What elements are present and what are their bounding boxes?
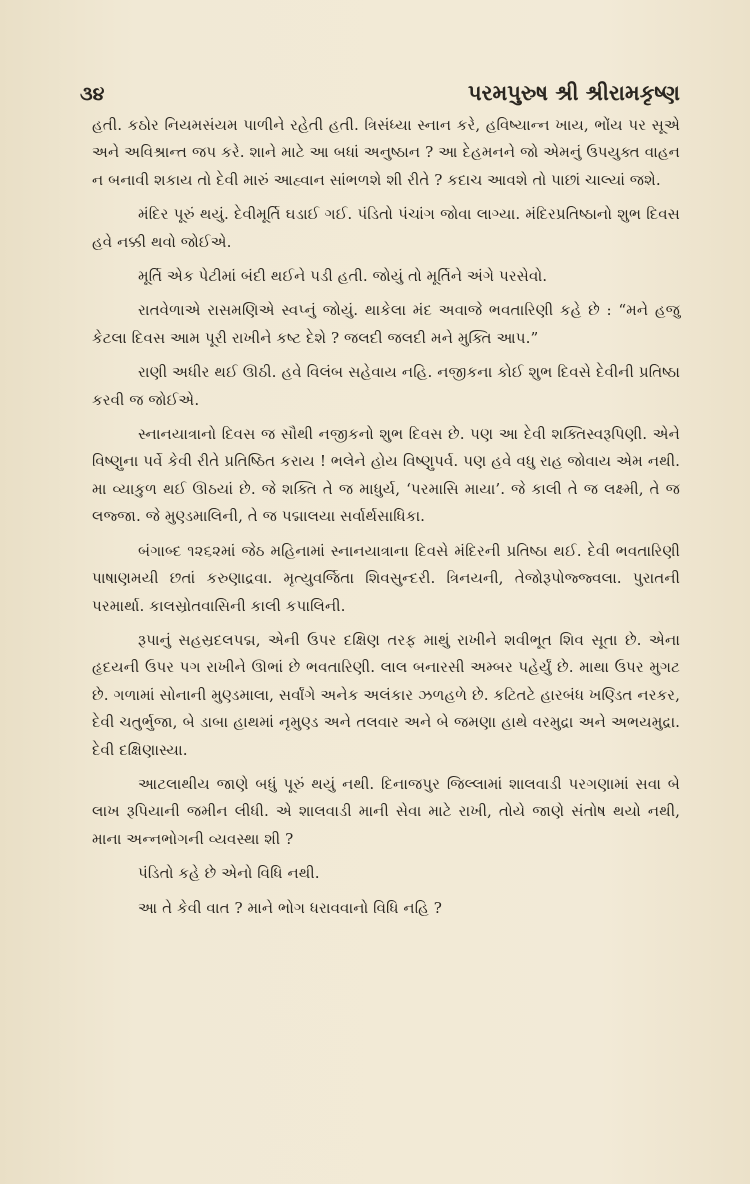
paragraph: રાણી અધીર થઈ ઊઠી. હવે વિલંબ સહેવાય નહિ. નજીકના કોઈ શુભ દિવસે દેવીની પ્રતિષ્ઠા કરવી જ જોઈએ. <box>92 363 680 409</box>
paragraph: મૂર્તિ એક પેટીમાં બંદી થઈને પડી હતી. જોયું તો મૂર્તિને અંગે પરસેવો. <box>138 267 548 286</box>
paragraph: મંદિર પૂરું થયું. દેવીમૂર્તિ ઘડાઈ ગઈ. પંડિતો પંચાંગ જોવા લાગ્યા. મંદિરપ્રતિષ્ઠાનો શુભ દિવસ હવે નક્કી થવો જોઈએ. <box>92 205 680 251</box>
paragraph: રાતવેળાએ રાસમણિએ સ્વપ્નું જોયું. થાકેલા મંદ અવાજે ભવતારિણી કહે છે : “મને હજુ કેટલા દિવસ આમ પૂરી રાખીને કષ્ટ દેશે ? જલદી જલદી મને મુક્તિ આપ.” <box>92 301 680 347</box>
paragraph: આટલાથીય જાણે બધું પૂરું થયું નથી. દિનાજપુર જિલ્લામાં શાલવાડી પરગણામાં સવા બે લાખ રૂપિયાની જમીન લીધી. એ શાલવાડી માની સેવા માટે રાખી, તોયે જાણે સંતોષ થયો નથી, માના અન્નભોગની વ્યવસ્થા શી ? <box>92 774 680 848</box>
paragraph: સ્નાનયાત્રાનો દિવસ જ સૌથી નજીકનો શુભ દિવસ છે. પણ આ દેવી શક્તિસ્વરૂપિણી. એને વિષ્ણુના પર્વે કેવી રીતે પ્રતિષ્ઠિત કરાય ! ભલેને હોય વિષ્ણુપર્વ. પણ હવે વધુ રાહ જોવાય એમ નથી. મા વ્યાકુળ થઈ ઊઠયાં છે. જે શક્તિ તે જ માધુર્ય, ‘પરમાસિ માયા’. જે કાલી તે જ લક્ષ્મી, તે જ લજ્જા. જે મુણ્ડમાલિની, તે જ પદ્માલયા સર્વાર્થસાધિકા. <box>92 425 680 526</box>
paragraph: પંડિતો કહે છે એનો વિધિ નથી. <box>138 864 320 883</box>
page-header <box>80 62 680 106</box>
paragraph: આ તે કેવી વાત ? માને ભોગ ધરાવવાનો વિધિ નહિ ? <box>138 898 442 917</box>
paragraph: હતી. કઠોર નિયમસંયમ પાળીને રહેતી હતી. ત્રિસંધ્યા સ્નાન કરે, હવિષ્યાન્ન ખાય, ભોંય પર સૂએ અને અવિશ્રાન્ત જપ કરે. શાને માટે આ બધાં અનુષ્ઠાન ? આ દેહમનને જો એમનું ઉપયુક્ત વાહન ન બનાવી શકાય તો દેવી મારું આહ્વાન સાંભળશે શી રીતે ? કદાચ આવશે તો પાછાં ચાલ્યાં જશે. <box>92 116 680 189</box>
page-number: ૩૪ <box>80 83 105 105</box>
running-title: પરમપુરુષ શ્રી શ્રીરામકૃષ્ણ <box>467 80 680 105</box>
body-text <box>92 112 680 922</box>
paragraph: બંગાબ્દ ૧૨૬૨માં જેઠ મહિનામાં સ્નાનયાત્રાના દિવસે મંદિરની પ્રતિષ્ઠા થઈ. દેવી ભવતારિણી પાષાણમયી છતાં કરુણાદ્રવા. મૃત્યુવર્જિતા શિવસુન્દરી. ત્રિનયની, તેજોરૂપોજ્જ્વલા. પુરાતની પરમાર્થા. કાલસ્રોતવાસિની કાલી કપાલિની. <box>92 541 680 615</box>
paragraph: રૂપાનું સહસ્રદલપદ્મ, એની ઉપર દક્ષિણ તરફ માથું રાખીને શવીભૂત શિવ સૂતા છે. એના હૃદયની ઉપર પગ રાખીને ઊભાં છે ભવતારિણી. લાલ બનારસી અમ્બર પહેર્યું છે. માથા ઉપર મુગટ છે. ગળામાં સોનાની મુણ્ડમાલા, સર્વાંગે અનેક અલંકાર ઝળહળે છે. કટિતટે હારબંધ ખણ્ડિત નરકર, દેવી ચતુર્ભુજા, બે ડાબા હાથમાં નૃમુણ્ડ અને તલવાર અને બે જમણા હાથે વરમુદ્રા અને અભયમુદ્રા. દેવી દક્ષિણાસ્યા. <box>92 630 680 759</box>
